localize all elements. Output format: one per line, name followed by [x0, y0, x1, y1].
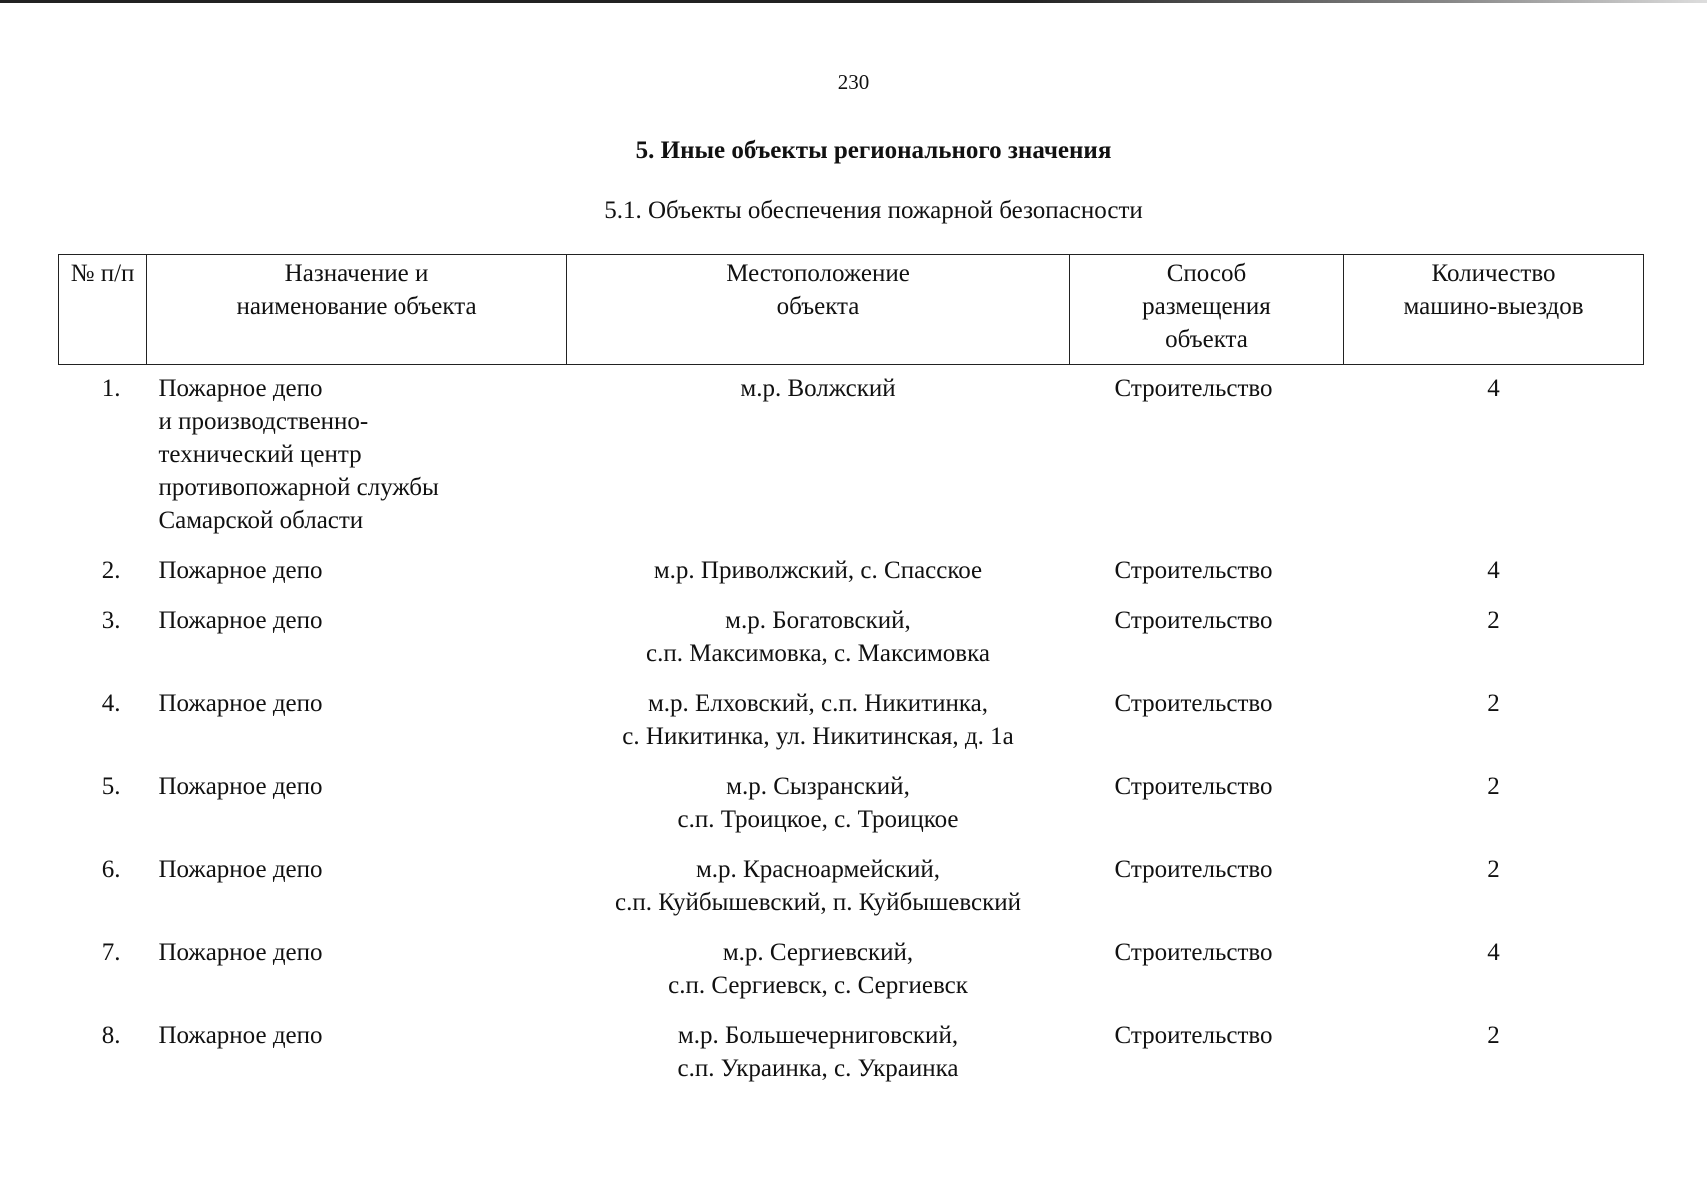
object-location: м.р. Богатовский, с.п. Максимовка, с. Максимовка [646, 607, 990, 667]
table-row [59, 597, 1644, 680]
table-header-row [59, 255, 1644, 365]
table-row [59, 365, 1644, 548]
object-location: м.р. Приволжский, с. Спасское [653, 557, 983, 584]
object-location: м.р. Елховский, с.п. Никитинка, с. Никитинка, ул. Никитинская, д. 1а [622, 690, 1014, 750]
object-name: Пожарное депо [158, 856, 323, 883]
row-number: 2. [101, 557, 121, 584]
row-number: 5. [101, 773, 121, 800]
top-rule [0, 0, 1707, 3]
section-title: 5. Иные объекты регионального значения [635, 137, 1112, 164]
placement-method: Строительство [1114, 856, 1273, 883]
page-number: 230 [837, 70, 870, 94]
vehicle-departures: 4 [1487, 557, 1500, 584]
placement-method: Строительство [1114, 690, 1273, 717]
object-name: Пожарное депо [158, 1022, 323, 1049]
placement-method: Строительство [1114, 375, 1273, 402]
placement-method: Строительство [1114, 773, 1273, 800]
object-name: Пожарное депо [158, 773, 323, 800]
row-number: 3. [101, 607, 121, 634]
table-row [59, 547, 1644, 597]
placement-method: Строительство [1114, 939, 1273, 966]
row-number: 7. [101, 939, 121, 966]
object-location: м.р. Сергиевский, с.п. Сергиевск, с. Сергиевск [668, 939, 968, 999]
row-number: 4. [101, 690, 121, 717]
row-number: 1. [101, 375, 121, 402]
object-name: Пожарное депо [158, 939, 323, 966]
object-location: м.р. Красноармейский, с.п. Куйбышевский, п. Куйбышевский [615, 856, 1021, 916]
object-location: м.р. Большечерниговский, с.п. Украинка, с. Украинка [677, 1022, 959, 1082]
object-location: м.р. Волжский [740, 375, 896, 402]
row-number: 6. [101, 856, 121, 883]
subsection-title: 5.1. Объекты обеспечения пожарной безопасности [604, 197, 1143, 224]
table-row [59, 680, 1644, 763]
placement-method: Строительство [1114, 557, 1273, 584]
table-body [59, 365, 1644, 1096]
vehicle-departures: 2 [1487, 1022, 1500, 1049]
table-header [59, 255, 1644, 365]
vehicle-departures: 2 [1487, 607, 1500, 634]
vehicle-departures: 4 [1487, 375, 1500, 402]
table-row [59, 1012, 1644, 1095]
header-vehicle-departures: Количество машино-выездов [1344, 255, 1644, 365]
object-name: Пожарное депо [158, 690, 323, 717]
table-row [59, 763, 1644, 846]
header-number: № п/п [59, 255, 147, 365]
vehicle-departures: 2 [1487, 690, 1500, 717]
object-name: Пожарное депо и производственно- технический центр противопожарной службы Самарской области [158, 375, 439, 534]
vehicle-departures: 2 [1487, 856, 1500, 883]
vehicle-departures: 4 [1487, 939, 1500, 966]
row-number: 8. [101, 1022, 121, 1049]
vehicle-departures: 2 [1487, 773, 1500, 800]
header-object-name: Назначение и наименование объекта [147, 255, 567, 365]
header-location: Местоположение объекта [567, 255, 1070, 365]
fire-safety-objects-table [58, 254, 1644, 1095]
table-row [59, 846, 1644, 929]
header-placement-method: Способ размещения объекта [1070, 255, 1344, 365]
object-name: Пожарное депо [158, 557, 323, 584]
object-location: м.р. Сызранский, с.п. Троицкое, с. Троицкое [677, 773, 959, 833]
placement-method: Строительство [1114, 1022, 1273, 1049]
placement-method: Строительство [1114, 607, 1273, 634]
table-row [59, 929, 1644, 1012]
object-name: Пожарное депо [158, 607, 323, 634]
